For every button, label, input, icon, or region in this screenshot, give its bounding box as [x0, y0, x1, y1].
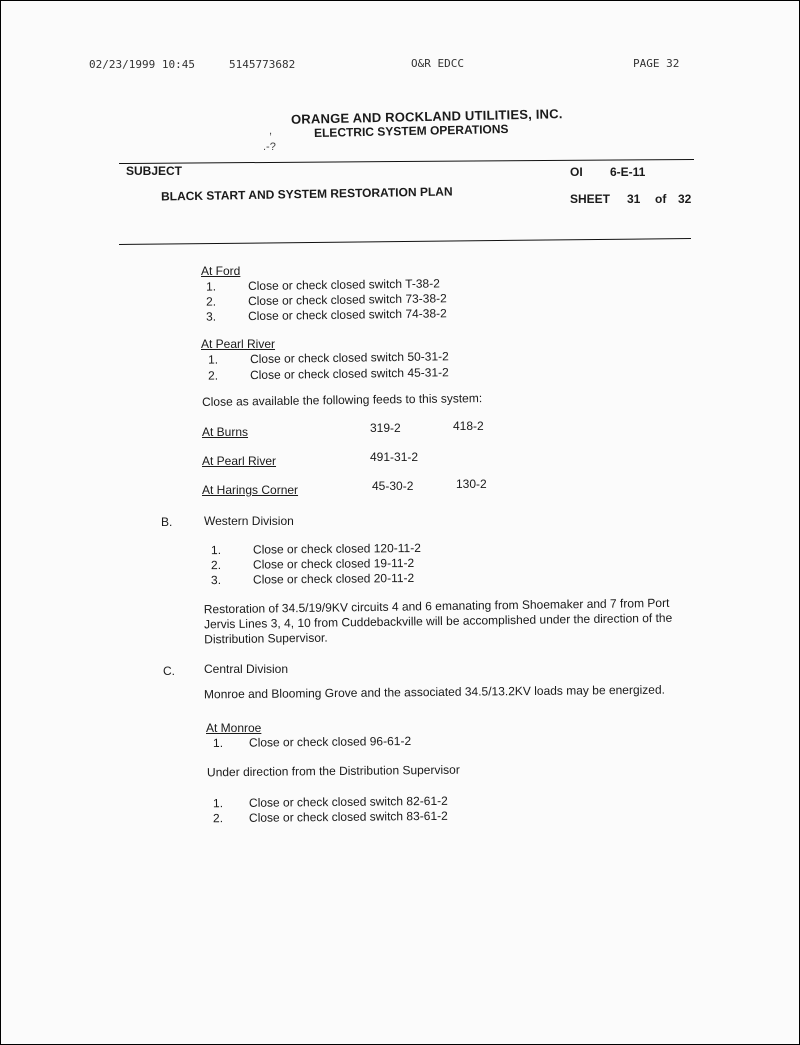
list-item: 1. Close or check closed switch 50-31-2 [207, 349, 449, 367]
feed-location: At Burns [202, 425, 249, 439]
western-paragraph: Restoration of 34.5/19/9KV circuits 4 and 6 emanating from Shoemaker and 7 from Port Jervis Lines 3, 4, 10 from Cuddebackville will be accomplished under the direction of the Distribution Supervisor. [203, 595, 673, 647]
feed-switch: 418-2 [453, 419, 484, 433]
oi-label: OI [570, 165, 583, 179]
list-item: 2. Close or check closed 19-11-2 [210, 555, 415, 573]
pearl-river-heading: At Pearl River [201, 337, 276, 351]
central-paragraph: Monroe and Blooming Grove and the associated 34.5/13.2KV loads may be energized. [203, 682, 666, 702]
list-item: 1. Close or check closed switch 82-61-2 [212, 793, 448, 811]
list-item: 3. Close or check closed 20-11-2 [210, 570, 415, 588]
feed-switch: 319-2 [370, 421, 401, 435]
feed-switch: 45-30-2 [372, 479, 414, 493]
sheet-of: of [655, 192, 667, 206]
plan-title: BLACK START AND SYSTEM RESTORATION PLAN [160, 184, 453, 204]
section-letter-b: B. [161, 515, 173, 529]
bottom-rule [119, 238, 691, 245]
fax-page-number: PAGE 32 [633, 57, 680, 70]
section-letter-c: C. [163, 664, 175, 678]
ford-heading: At Ford [201, 264, 241, 278]
list-item: 1. Close or check closed switch T-38-2 [205, 276, 440, 294]
list-item: 2. Close or check closed switch 83-61-2 [212, 808, 448, 826]
company-name: ORANGE AND ROCKLAND UTILITIES, INC. [290, 106, 563, 127]
direction-text: Under direction from the Distribution Supervisor [206, 762, 460, 780]
department-name: ELECTRIC SYSTEM OPERATIONS [313, 121, 509, 141]
top-rule [119, 159, 694, 164]
scan-specks: .-? [263, 141, 276, 153]
list-item: 2. Close or check closed switch 73-38-2 [205, 291, 447, 309]
sheet-label: SHEET [570, 192, 611, 206]
list-item: 1. Close or check closed 120-11-2 [210, 540, 421, 558]
feed-switch: 130-2 [456, 477, 487, 491]
fax-datetime: 02/23/1999 10:45 [89, 58, 195, 71]
scan-specks: , [269, 125, 273, 137]
list-item: 2. Close or check closed switch 45-31-2 [207, 365, 449, 383]
feed-switch: 491-31-2 [370, 450, 419, 464]
western-heading: Western Division [204, 514, 294, 528]
feeds-intro: Close as available the following feeds to this system: [201, 391, 483, 409]
oi-value: 6-E-11 [610, 165, 646, 179]
feed-location: At Harings Corner [202, 483, 299, 497]
monroe-heading: At Monroe [206, 721, 262, 735]
sheet-total: 32 [678, 192, 692, 206]
sheet-number: 31 [627, 192, 641, 206]
fax-sender: O&R EDCC [411, 57, 464, 70]
central-heading: Central Division [204, 662, 289, 676]
subject-label: SUBJECT [126, 164, 183, 178]
fax-phone: 5145773682 [229, 58, 296, 71]
feed-location: At Pearl River [202, 454, 277, 468]
list-item: 1. Close or check closed 96-61-2 [212, 733, 412, 751]
list-item: 3. Close or check closed switch 74-38-2 [205, 306, 447, 324]
